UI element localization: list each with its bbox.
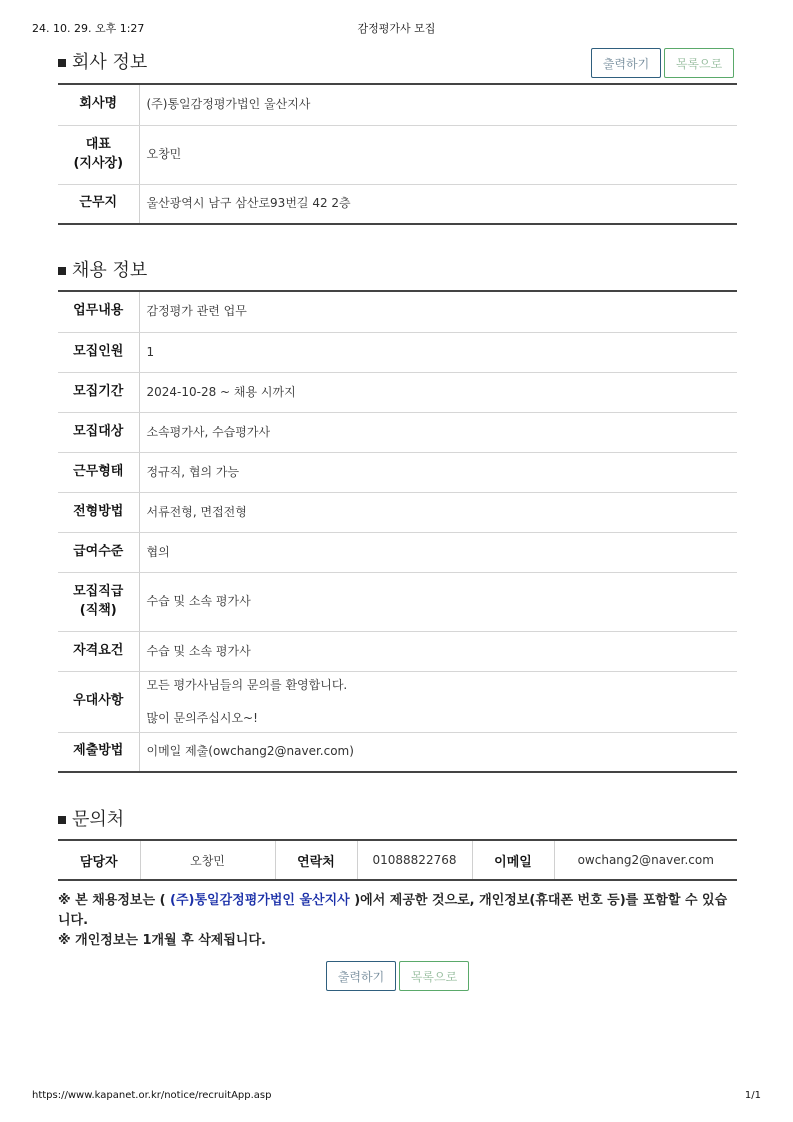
table-row: [58, 84, 737, 125]
top-button-group: [591, 48, 734, 78]
employment-type-label: 근무형태: [58, 452, 139, 492]
print-button-bottom[interactable]: 출력하기: [326, 961, 396, 991]
table-row: [58, 840, 737, 880]
square-bullet-icon: [58, 267, 66, 275]
representative-value: 오창민: [139, 125, 737, 184]
position-value: 수습 및 소속 평가사: [139, 572, 737, 631]
position-label-line2: (직책): [79, 602, 117, 618]
privacy-notice: [58, 891, 737, 951]
print-footer: [32, 1090, 761, 1104]
table-row: [58, 671, 737, 732]
company-name-label: 회사명: [58, 84, 139, 125]
table-row: [58, 125, 737, 184]
table-row: [58, 372, 737, 412]
print-header: [32, 20, 761, 36]
table-row: [58, 572, 737, 631]
job-description-label: 업무내용: [58, 291, 139, 332]
notice-company-name: (주)통일감정평가법인 울산지사: [170, 893, 350, 908]
representative-label-line2: (지사장): [73, 155, 124, 171]
hiring-section-title: [58, 256, 147, 282]
company-name-value: (주)통일감정평가법인 울산지사: [139, 84, 737, 125]
hiring-info-table: [58, 290, 737, 773]
company-info-table: [58, 83, 737, 225]
manager-label: 담당자: [58, 840, 140, 880]
table-row: [58, 412, 737, 452]
notice-prefix: ※ 본 채용정보는 (: [58, 893, 171, 908]
qualification-label: 자격요건: [58, 631, 139, 671]
representative-label-line1: 대표: [85, 136, 111, 152]
print-url: https://www.kapanet.or.kr/notice/recruitApp.asp: [32, 1090, 272, 1101]
position-label-line1: 모집직급: [73, 583, 124, 599]
table-row: [58, 291, 737, 332]
job-description-value: 감정평가 관련 업무: [139, 291, 737, 332]
table-row: [58, 732, 737, 772]
qualification-value: 수습 및 소속 평가사: [139, 631, 737, 671]
phone-value: 01088822768: [357, 840, 472, 880]
print-button[interactable]: 출력하기: [591, 48, 661, 78]
table-row: [58, 532, 737, 572]
hiring-section-title-text: 채용 정보: [72, 260, 148, 281]
print-date: 24. 10. 29. 오후 1:27: [32, 22, 145, 35]
submission-method-value: 이메일 제출(owchang2@naver.com): [146, 744, 354, 759]
back-to-list-button[interactable]: 목록으로: [664, 48, 734, 78]
back-to-list-button-bottom[interactable]: 목록으로: [399, 961, 469, 991]
workplace-label: 근무지: [58, 184, 139, 224]
headcount-value: 1: [139, 332, 737, 372]
square-bullet-icon: [58, 816, 66, 824]
preference-label: 우대사항: [58, 671, 139, 732]
representative-label: [58, 125, 139, 184]
preference-value: [139, 671, 737, 732]
target-label: 모집대상: [58, 412, 139, 452]
period-label: 모집기간: [58, 372, 139, 412]
preference-value-line2: 많이 문의주십시오~!: [146, 710, 258, 725]
contact-section-title: [58, 805, 124, 831]
salary-value: 협의: [139, 532, 737, 572]
workplace-value: 울산광역시 남구 삼산로93번길 42 2층: [146, 196, 351, 211]
selection-method-value: 서류전형, 면접전형: [139, 492, 737, 532]
submission-method-label: 제출방법: [58, 732, 139, 772]
table-row: [58, 184, 737, 224]
selection-method-label: 전형방법: [58, 492, 139, 532]
privacy-notice-line1: [58, 891, 737, 931]
square-bullet-icon: [58, 59, 66, 67]
company-section-title: [58, 48, 147, 74]
privacy-notice-line2: ※ 개인정보는 1개월 후 삭제됩니다.: [58, 933, 266, 948]
salary-label: 급여수준: [58, 532, 139, 572]
contact-section-title-text: 문의처: [72, 809, 125, 830]
print-page-number: 1/1: [744, 1090, 761, 1101]
position-label: [58, 572, 139, 631]
phone-label: 연락처: [275, 840, 357, 880]
employment-type-value: 정규직, 협의 가능: [139, 452, 737, 492]
notice-suffix: )에서 제공한 것으로, 개인정보(휴대폰 번호 등)를 포함할 수 있습니다.: [58, 893, 728, 928]
table-row: [58, 492, 737, 532]
headcount-label: 모집인원: [58, 332, 139, 372]
print-page-title: 감정평가사 모집: [357, 22, 436, 35]
table-row: [58, 631, 737, 671]
period-value: 2024-10-28 ~ 채용 시까지: [139, 372, 737, 412]
company-section-title-text: 회사 정보: [72, 52, 148, 73]
table-row: [58, 452, 737, 492]
target-value: 소속평가사, 수습평가사: [139, 412, 737, 452]
bottom-button-group: [326, 961, 469, 991]
preference-value-line1: 모든 평가사님들의 문의를 환영합니다.: [146, 677, 348, 692]
contact-table: [58, 839, 737, 881]
table-row: [58, 332, 737, 372]
manager-value: 오창민: [140, 840, 275, 880]
email-value: owchang2@naver.com: [577, 853, 714, 867]
email-label: 이메일: [472, 840, 554, 880]
